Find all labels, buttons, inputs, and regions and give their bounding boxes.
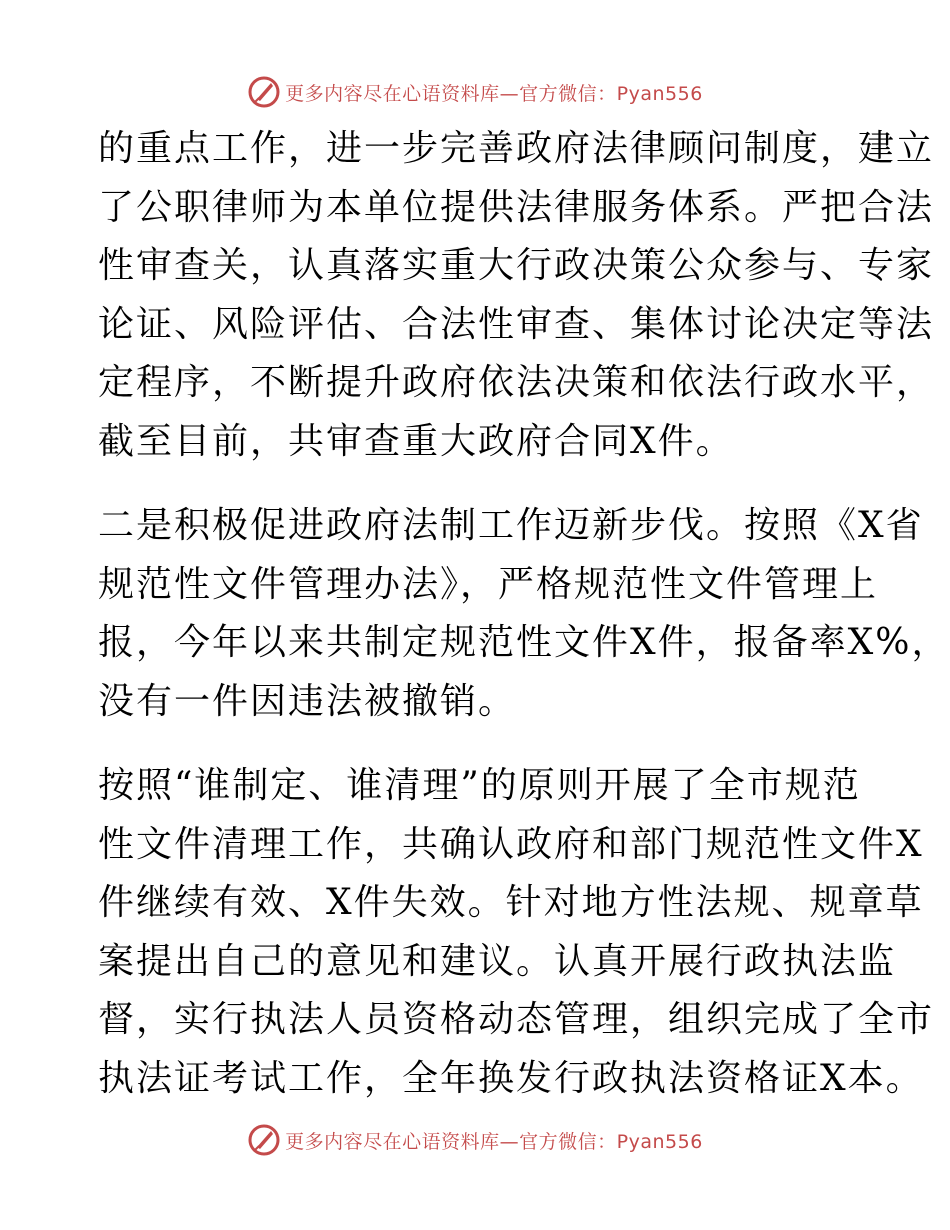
text-line: 了公职律师为本单位提供法律服务体系。严把合法 [98,186,935,228]
quill-circle-logo-icon [247,1123,281,1157]
text-line: 性文件清理工作，共确认政府和部门规范性文件X [98,823,924,865]
text-line: 截至目前，共审查重大政府合同X件。 [98,420,734,462]
text-line: 二是积极促进政府法制工作迈新步伐。按照《X省 [98,505,924,546]
text-line: 按照“谁制定、谁清理”的原则开展了全市规范 [98,765,861,806]
paragraph-3 [98,757,935,1108]
text-line: 的重点工作，进一步完善政府法律顾问制度，建立 [98,128,935,169]
text-line: 论证、风险评估、合法性审查、集体讨论决定等法 [98,303,935,345]
paragraph-1 [98,120,935,471]
text-line: 性审查关，认真落实重大行政决策公众参与、专家 [98,245,935,286]
text-line: 报，今年以来共制定规范性文件X件，报备率X%， [98,622,950,663]
text-line: 案提出自己的意见和建议。认真开展行政执法监 [98,940,897,982]
text-line: 定程序，不断提升政府依法决策和依法行政水平， [98,362,935,403]
text-line: 督，实行执法人员资格动态管理，组织完成了全市 [98,999,935,1040]
text-line: 件继续有效、X件失效。针对地方性法规、规章草 [98,882,924,923]
text-line: 执法证考试工作，全年换发行政执法资格证X本。 [98,1057,924,1099]
watermark-text: 更多内容尽在心语资料库—官方微信：Pyan556 [285,82,703,105]
footer-watermark [0,1120,950,1160]
quill-circle-logo-icon [247,75,281,109]
text-line: 规范性文件管理办法》，严格规范性文件管理上 [98,563,879,605]
paragraph-2 [98,497,950,731]
watermark-text: 更多内容尽在心语资料库—官方微信：Pyan556 [285,1130,703,1153]
document-body [98,120,950,1108]
header-watermark [0,72,950,112]
text-line: 没有一件因违法被撤销。 [98,680,517,722]
